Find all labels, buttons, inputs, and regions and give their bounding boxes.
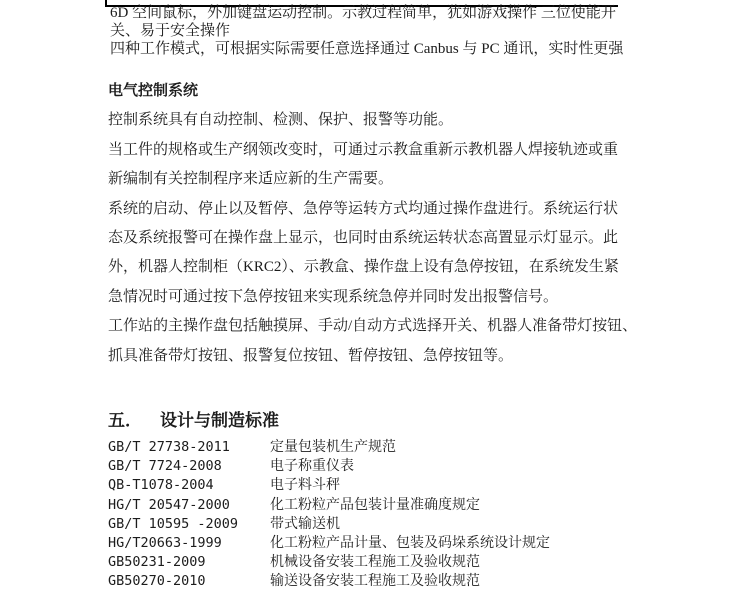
paragraph-line: 新编制有关控制程序来适应新的生产需要。 — [108, 171, 394, 188]
paragraph-line: 当工件的规格或生产纲领改变时，可通过示教盒重新示教机器人焊接轨迹或重 — [108, 141, 619, 158]
standard-code: QB-T1078-2004 — [108, 477, 214, 494]
section-heading-electrical: 电气控制系统 — [108, 83, 199, 99]
paragraph-line: 外，机器人控制柜（KRC2）、示教盒、操作盘上设有急停按钮，在系统发生紧 — [108, 259, 619, 276]
standard-code: GB/T 27738-2011 — [108, 439, 230, 455]
cell-line: 6D 空间鼠标，外加键盘运动控制。示教过程简单，犹如游戏操作 三位使能开 — [110, 5, 616, 21]
standard-row — [108, 553, 638, 572]
standard-row — [108, 515, 638, 534]
section-title: 设计与制造标准 — [160, 411, 279, 430]
table-cell-text-fragment — [110, 4, 635, 58]
standard-row — [108, 457, 638, 476]
paragraph-line: 抓具准备带灯按钮、报警复位按钮、暂停按钮、急停按钮等。 — [108, 347, 514, 364]
standard-row — [108, 476, 638, 495]
standard-title: 定量包装机生产规范 — [270, 440, 396, 455]
standard-row — [108, 534, 638, 553]
standard-code: GB/T 10595 -2009 — [108, 515, 239, 532]
standard-row — [108, 496, 638, 515]
standard-title: 化工粉粒产品包装计量准确度规定 — [270, 497, 480, 513]
standards-list — [108, 438, 638, 592]
standard-row — [108, 572, 638, 591]
standard-code: GB/T 7724-2008 — [108, 458, 222, 475]
standard-title: 机械设备安装工程施工及验收规范 — [270, 555, 480, 571]
cell-line: 四种工作模式，可根据实际需要任意选择通过 Canbus 与 PC 通讯，实时性更强 — [110, 41, 624, 57]
paragraph-line: 工作站的主操作盘包括触摸屏、手动/自动方式选择开关、机器人准备带灯按钮、 — [108, 318, 638, 335]
standard-title: 带式输送机 — [270, 516, 340, 532]
standard-code: GB50231-2009 — [108, 554, 206, 571]
standard-code: HG/T20663-1999 — [108, 535, 222, 552]
standard-code: GB50270-2010 — [108, 573, 206, 590]
paragraph-line: 系统的启动、停止以及暂停、急停等运转方式均通过操作盘进行。系统运行状 — [108, 200, 619, 217]
paragraph-line: 态及系统报警可在操作盘上显示，也同时由系统运转状态高置显示灯显示。此 — [108, 230, 619, 247]
standard-code: HG/T 20547-2000 — [108, 496, 230, 513]
standard-title: 电子料斗秤 — [270, 478, 340, 494]
section-heading-standards — [108, 406, 279, 431]
electrical-control-section — [108, 77, 638, 371]
section-number: 五． — [108, 411, 142, 430]
standard-title: 电子称重仪表 — [270, 459, 354, 475]
paragraph-line: 急情况时可通过按下急停按钮来实现系统急停并同时发出报警信号。 — [108, 288, 559, 305]
cell-line: 关、易于安全操作 — [110, 23, 231, 39]
standard-title: 化工粉粒产品计量、包装及码垛系统设计规定 — [270, 536, 550, 552]
standard-title: 输送设备安装工程施工及验收规范 — [270, 574, 480, 590]
standard-row — [108, 438, 638, 457]
paragraph-line: 控制系统具有自动控制、检测、保护、报警等功能。 — [108, 112, 454, 129]
